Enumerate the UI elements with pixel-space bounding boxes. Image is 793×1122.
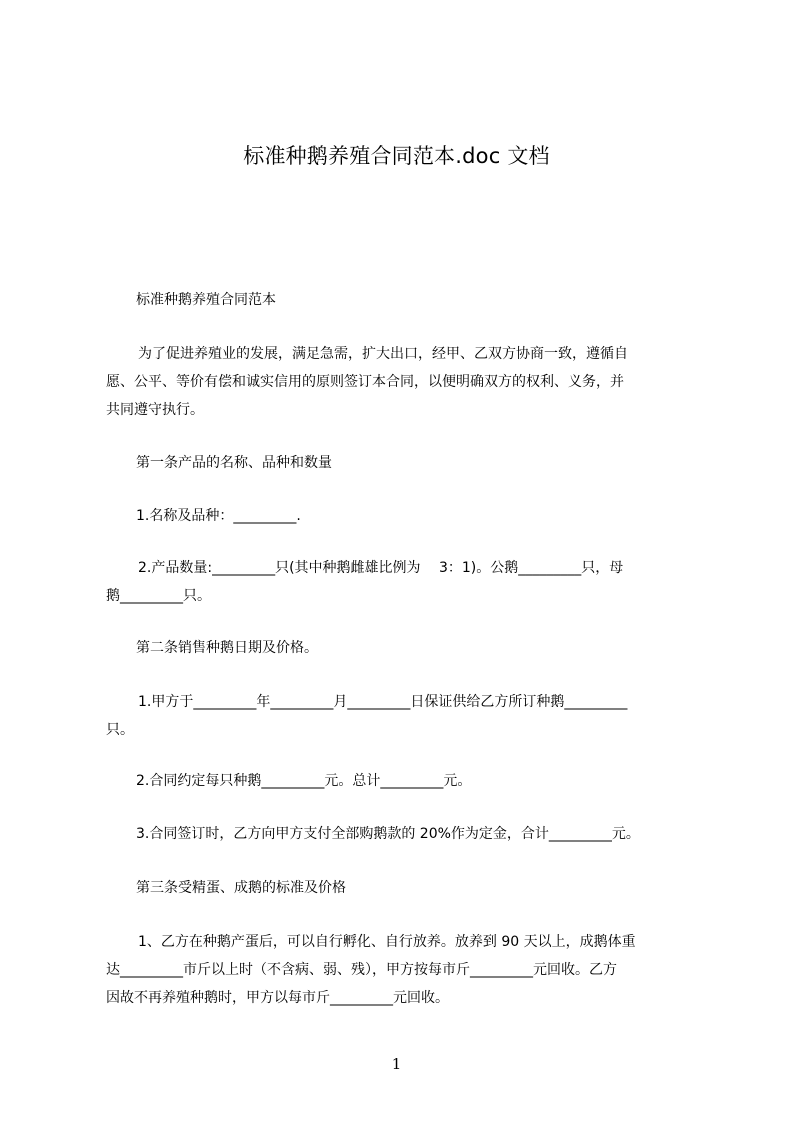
article-1-item-2-line-2: 鹅_________只。 (106, 588, 211, 604)
article-1-item-2-line-1: 2.产品数量:_________只(其中种鹅雌雄比例为 3：1)。公鹅_________只，母 (138, 560, 624, 576)
contract-heading: 标准种鹅养殖合同范本 (136, 292, 276, 308)
article-3-item-1-line-2: 达_________市斤以上时（不含病、弱、残），甲方按每市斤_________元回收。乙方 (106, 962, 617, 978)
page-number: 1 (391, 1055, 402, 1073)
article-1-heading: 第一条产品的名称、品种和数量 (136, 455, 332, 471)
article-2-item-1-line-1: 1.甲方于_________年_________月_________日保证供给乙方所订种鹅_________ (138, 694, 628, 710)
article-2-item-2: 2.合同约定每只种鹅_________元。总计_________元。 (136, 773, 472, 789)
article-2-item-3: 3.合同签订时，乙方向甲方支付全部购鹅款的 20%作为定金，合计_________元。 (136, 826, 640, 842)
article-3-heading: 第三条受精蛋、成鹅的标准及价格 (136, 880, 346, 896)
preamble-line-1: 为了促进养殖业的发展，满足急需，扩大出口，经甲、乙双方协商一致，遵循自 (138, 346, 628, 362)
article-1-item-1: 1.名称及品种：_________. (136, 508, 301, 524)
article-3-item-1-line-1: 1、乙方在种鹅产蛋后，可以自行孵化、自行放养。放养到 90 天以上，成鹅体重 (138, 934, 636, 950)
article-2-item-1-line-2: 只。 (106, 722, 134, 738)
preamble-line-2: 愿、公平、等价有偿和诚实信用的原则签订本合同，以便明确双方的权利、义务，并 (106, 374, 624, 390)
preamble-line-3: 共同遵守执行。 (106, 402, 204, 418)
document-title: 标准种鹅养殖合同范本.doc 文档 (243, 144, 550, 168)
article-3-item-1-line-3: 因故不再养殖种鹅时，甲方以每市斤_________元回收。 (106, 990, 449, 1006)
article-2-heading: 第二条销售种鹅日期及价格。 (136, 640, 318, 656)
